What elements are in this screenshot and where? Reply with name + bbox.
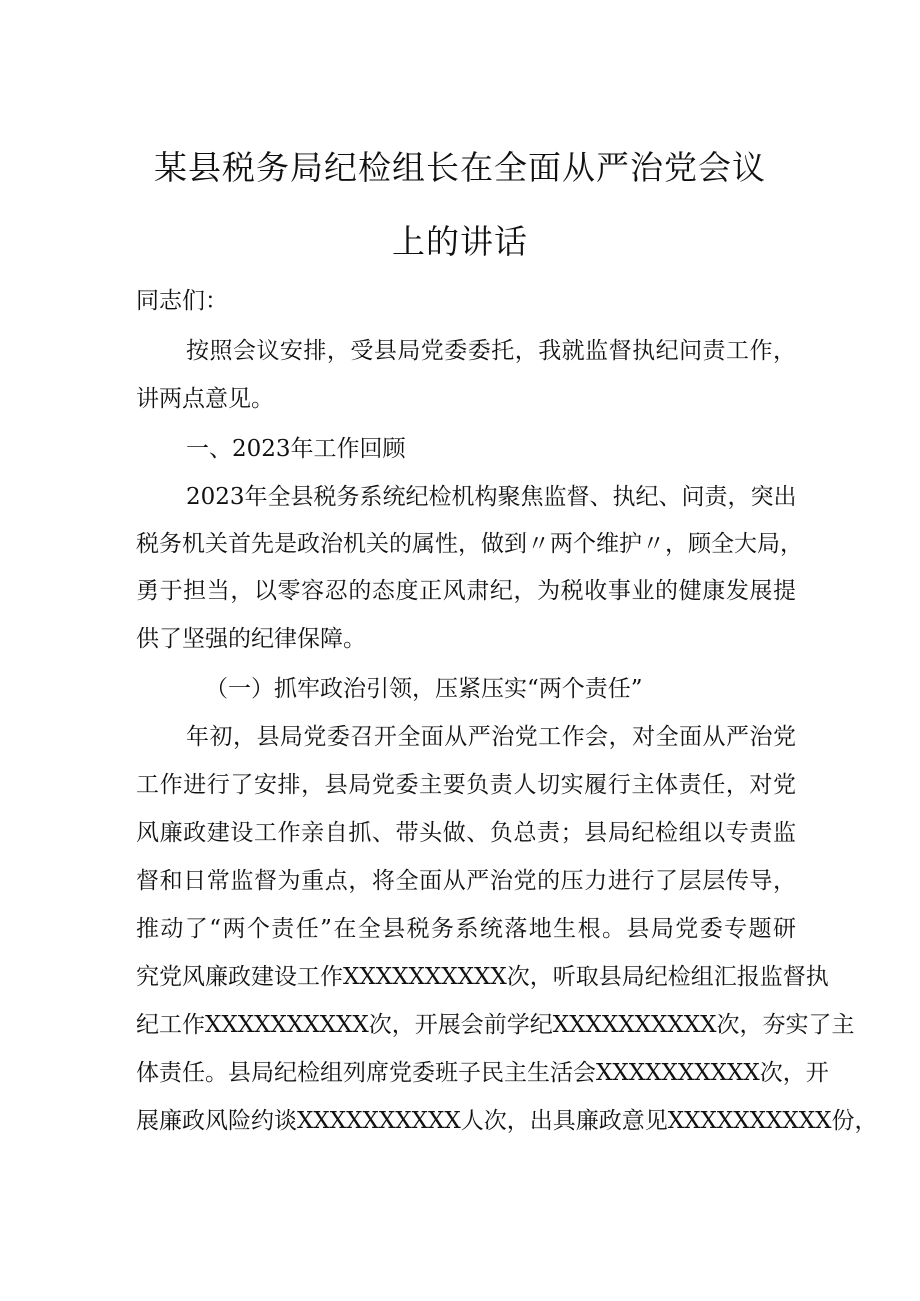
paragraph-line: 供了坚强的纪律保障。: [136, 626, 366, 652]
paragraph-line: 纪工作XXXXXXXXXX次，开展会前学纪XXXXXXXXXX次，夯实了主: [136, 1012, 855, 1038]
paragraph-line: 讲两点意见。: [136, 386, 274, 412]
paragraph-line: 勇于担当，以零容忍的态度正风肃纪，为税收事业的健康发展提: [136, 578, 796, 604]
paragraph-line: 风廉政建设工作亲自抓、带头做、负总责；县局纪检组以专责监: [136, 820, 796, 846]
paragraph-line: 究党风廉政建设工作XXXXXXXXXX次，听取县局纪检组汇报监督执: [136, 964, 829, 990]
paragraph-line: 督和日常监督为重点，将全面从严治党的压力进行了层层传导，: [136, 868, 796, 894]
paragraph-line: 体责任。县局纪检组列席党委班子民主生活会XXXXXXXXXX次，开: [136, 1060, 829, 1086]
document-title-line-1: 某县税务局纪检组长在全面从严治党会议: [154, 148, 766, 187]
section-heading: 一、2023年工作回顾: [186, 436, 406, 462]
paragraph-line: 推动了“两个责任”在全县税务系统落地生根。县局党委专题研: [136, 916, 796, 942]
paragraph-line: 按照会议安排，受县局党委委托，我就监督执纪问责工作，: [186, 338, 796, 364]
document-title-line-2: 上的讲话: [392, 222, 528, 261]
paragraph-line: 2023年全县税务系统纪检机构聚焦监督、执纪、问责，突出: [186, 484, 797, 510]
paragraph-line: 展廉政风险约谈XXXXXXXXXX人次，出具廉政意见XXXXXXXXXX份，: [136, 1108, 878, 1134]
salutation: 同志们：: [136, 288, 228, 314]
subsection-heading: （一）抓牢政治引领，压紧压实“两个责任”: [205, 676, 643, 702]
paragraph-line: 工作进行了安排，县局党委主要负责人切实履行主体责任，对党: [136, 772, 796, 798]
paragraph-line: 年初，县局党委召开全面从严治党工作会，对全面从严治党: [186, 724, 796, 750]
paragraph-line: 税务机关首先是政治机关的属性，做到〃两个维护〃，顾全大局，: [136, 531, 803, 557]
